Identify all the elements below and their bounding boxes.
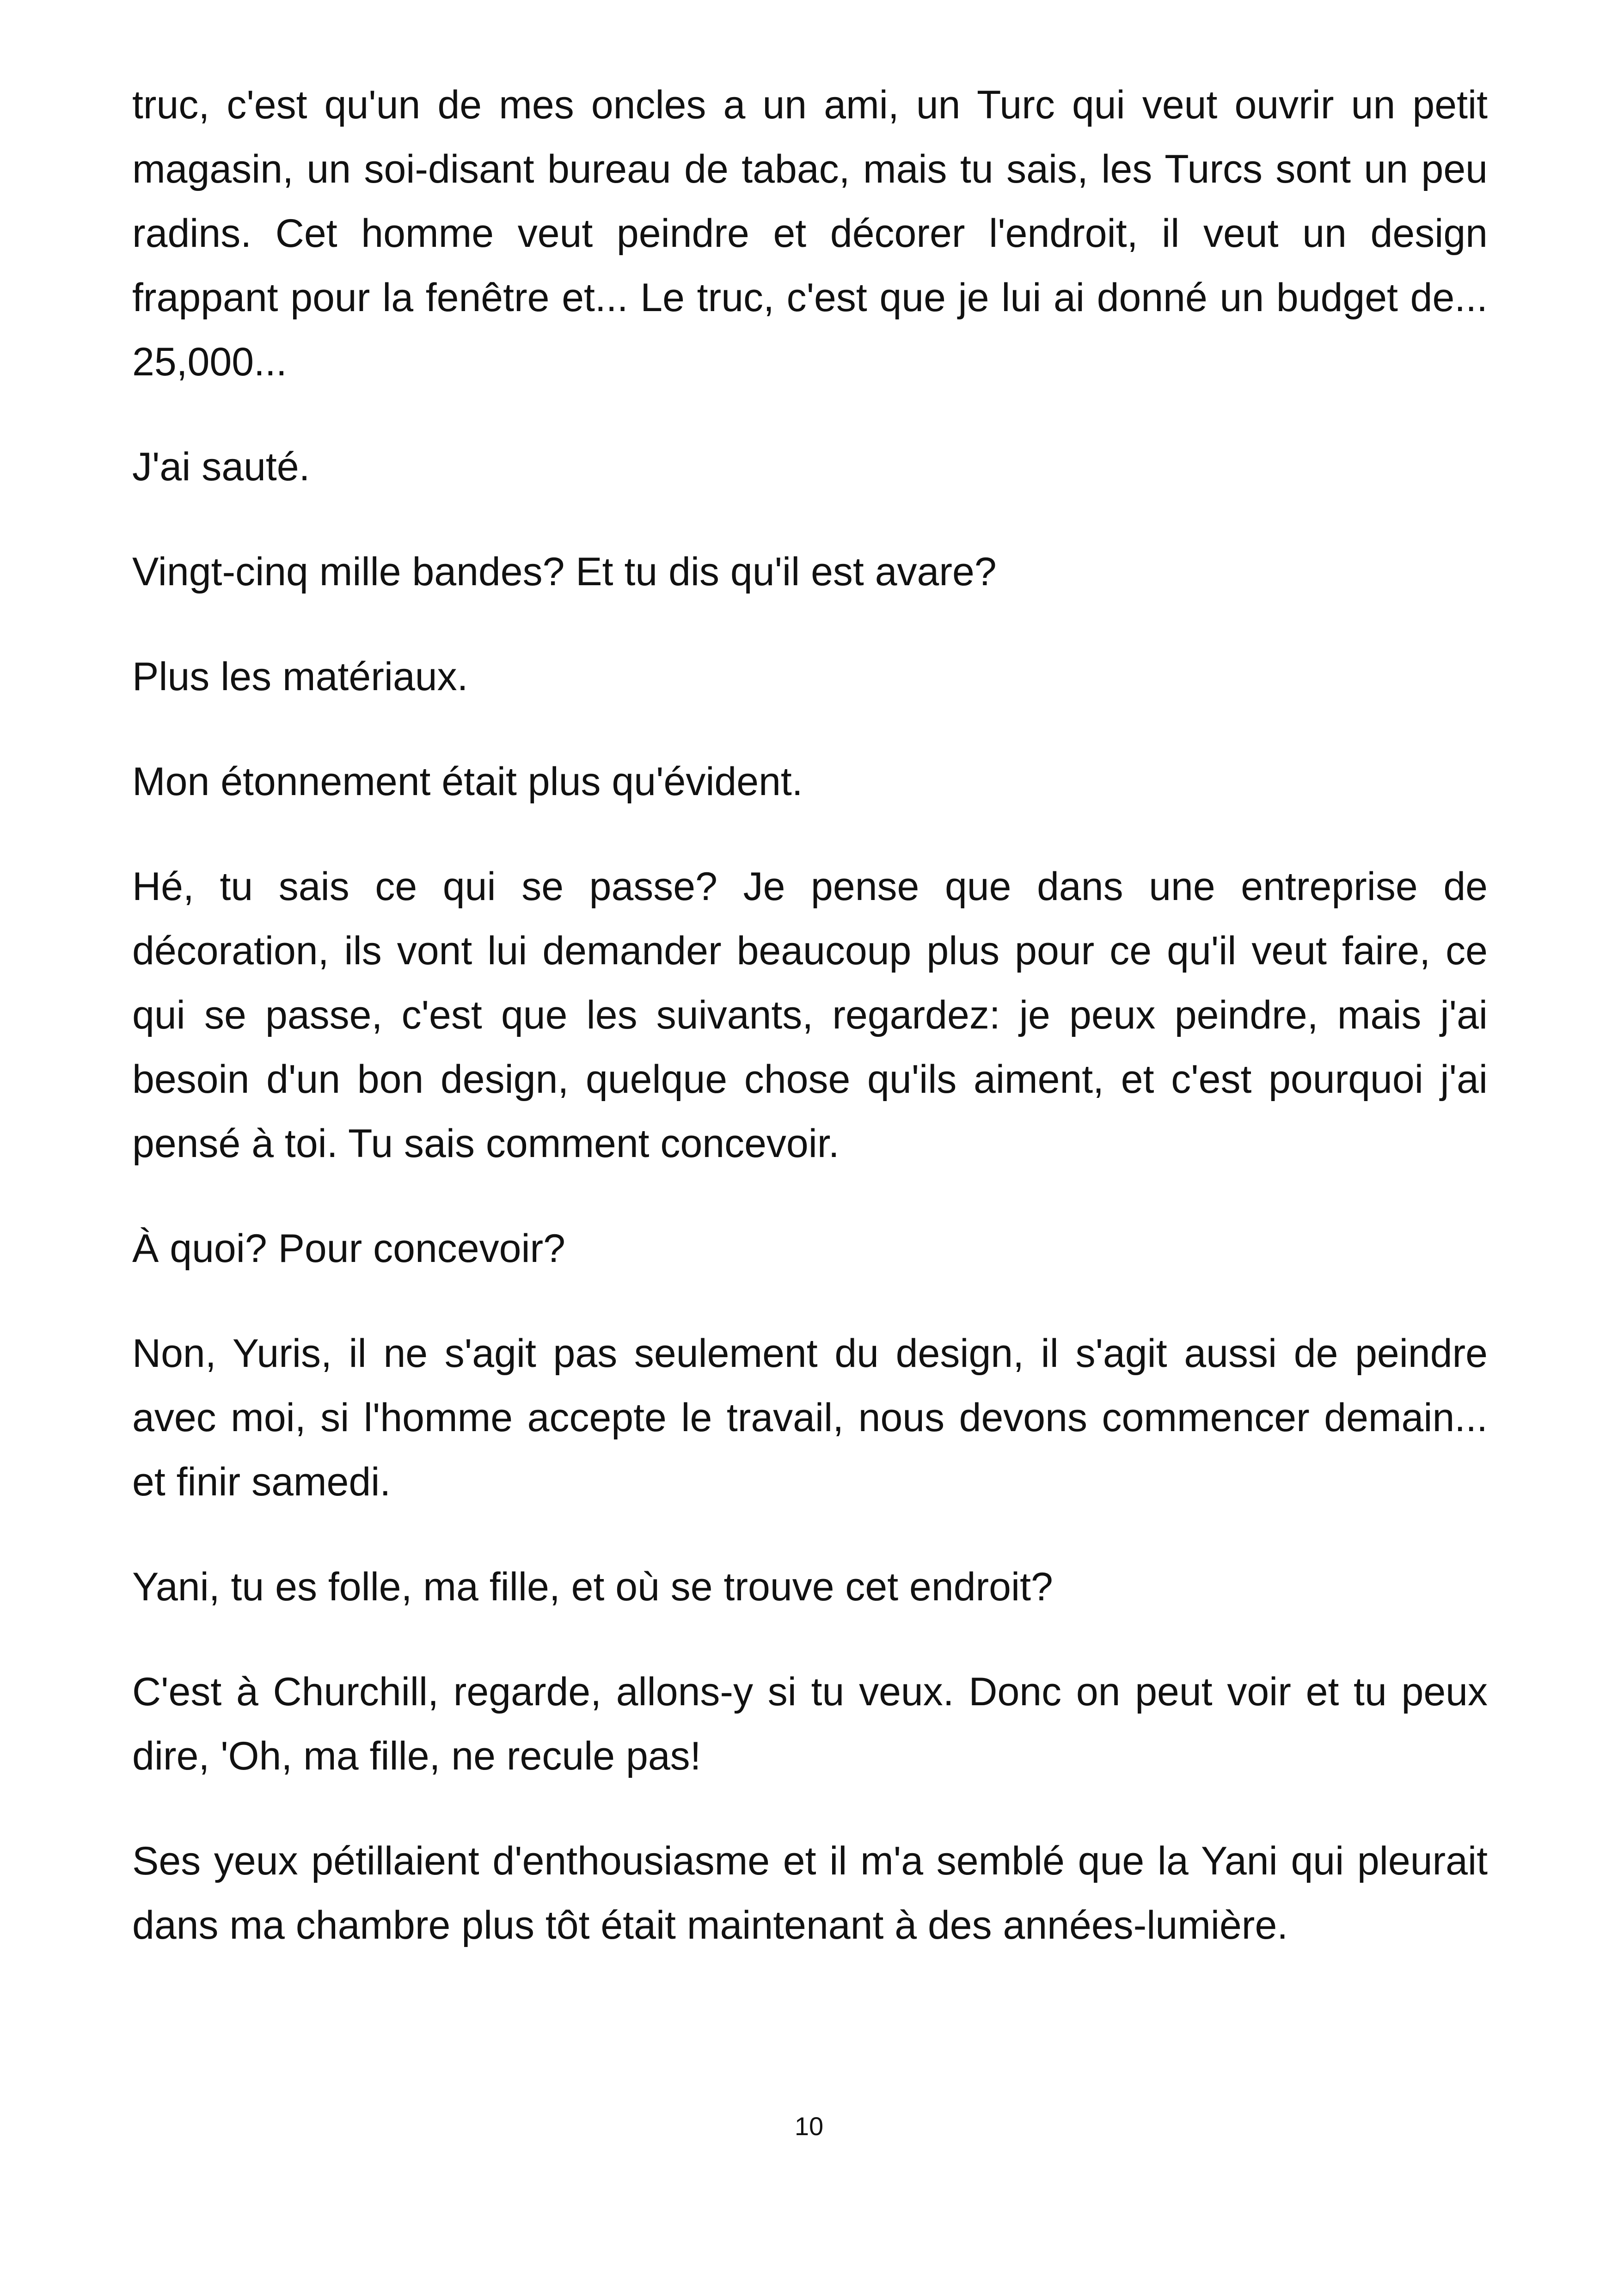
paragraph-11: Ses yeux pétillaient d'enthousiasme et il m'a semblé que la Yani qui pleurait dans ma chambre plus tôt était maintenant à des années-lumière. — [132, 1839, 1488, 1947]
paragraph-8: Non, Yuris, il ne s'agit pas seulement du design, il s'agit aussi de peindre avec moi, si l'homme accepte le travail, nous devons commencer demain... et finir samedi. — [132, 1331, 1488, 1504]
paragraph-5: Mon étonnement était plus qu'évident. — [132, 759, 803, 804]
paragraph-3: Vingt-cinq mille bandes? Et tu dis qu'il est avare? — [132, 550, 997, 594]
page-number: 10 — [794, 2112, 824, 2141]
paragraph-1: truc, c'est qu'un de mes oncles a un ami, un Turc qui veut ouvrir un petit magasin, un soi-disant bureau de tabac, mais tu sais, les Turcs sont un peu radins. Cet homme veut peindre et décorer l'endroit, il veut un design frappant pour la fenêtre et... Le truc, c'est que je lui ai donné un budget de... 25,000... — [132, 83, 1488, 384]
paragraph-9: Yani, tu es folle, ma fille, et où se trouve cet endroit? — [132, 1565, 1053, 1609]
paragraph-10: C'est à Churchill, regarde, allons-y si tu veux. Donc on peut voir et tu peux dire, 'Oh, ma fille, ne recule pas! — [132, 1670, 1488, 1778]
paragraph-2: J'ai sauté. — [132, 445, 310, 489]
paragraph-4: Plus les matériaux. — [132, 655, 468, 699]
paragraph-7: À quoi? Pour concevoir? — [132, 1226, 566, 1271]
paragraph-6: Hé, tu sais ce qui se passe? Je pense que dans une entreprise de décoration, ils vont lui demander beaucoup plus pour ce qu'il veut faire, ce qui se passe, c'est que les suivants, regardez: je peux peindre, mais j'ai besoin d'un bon design, quelque chose qu'ils aiment, et c'est pourquoi j'ai pensé à toi. Tu sais comment concevoir. — [132, 864, 1488, 1166]
body-text — [132, 73, 1488, 1998]
